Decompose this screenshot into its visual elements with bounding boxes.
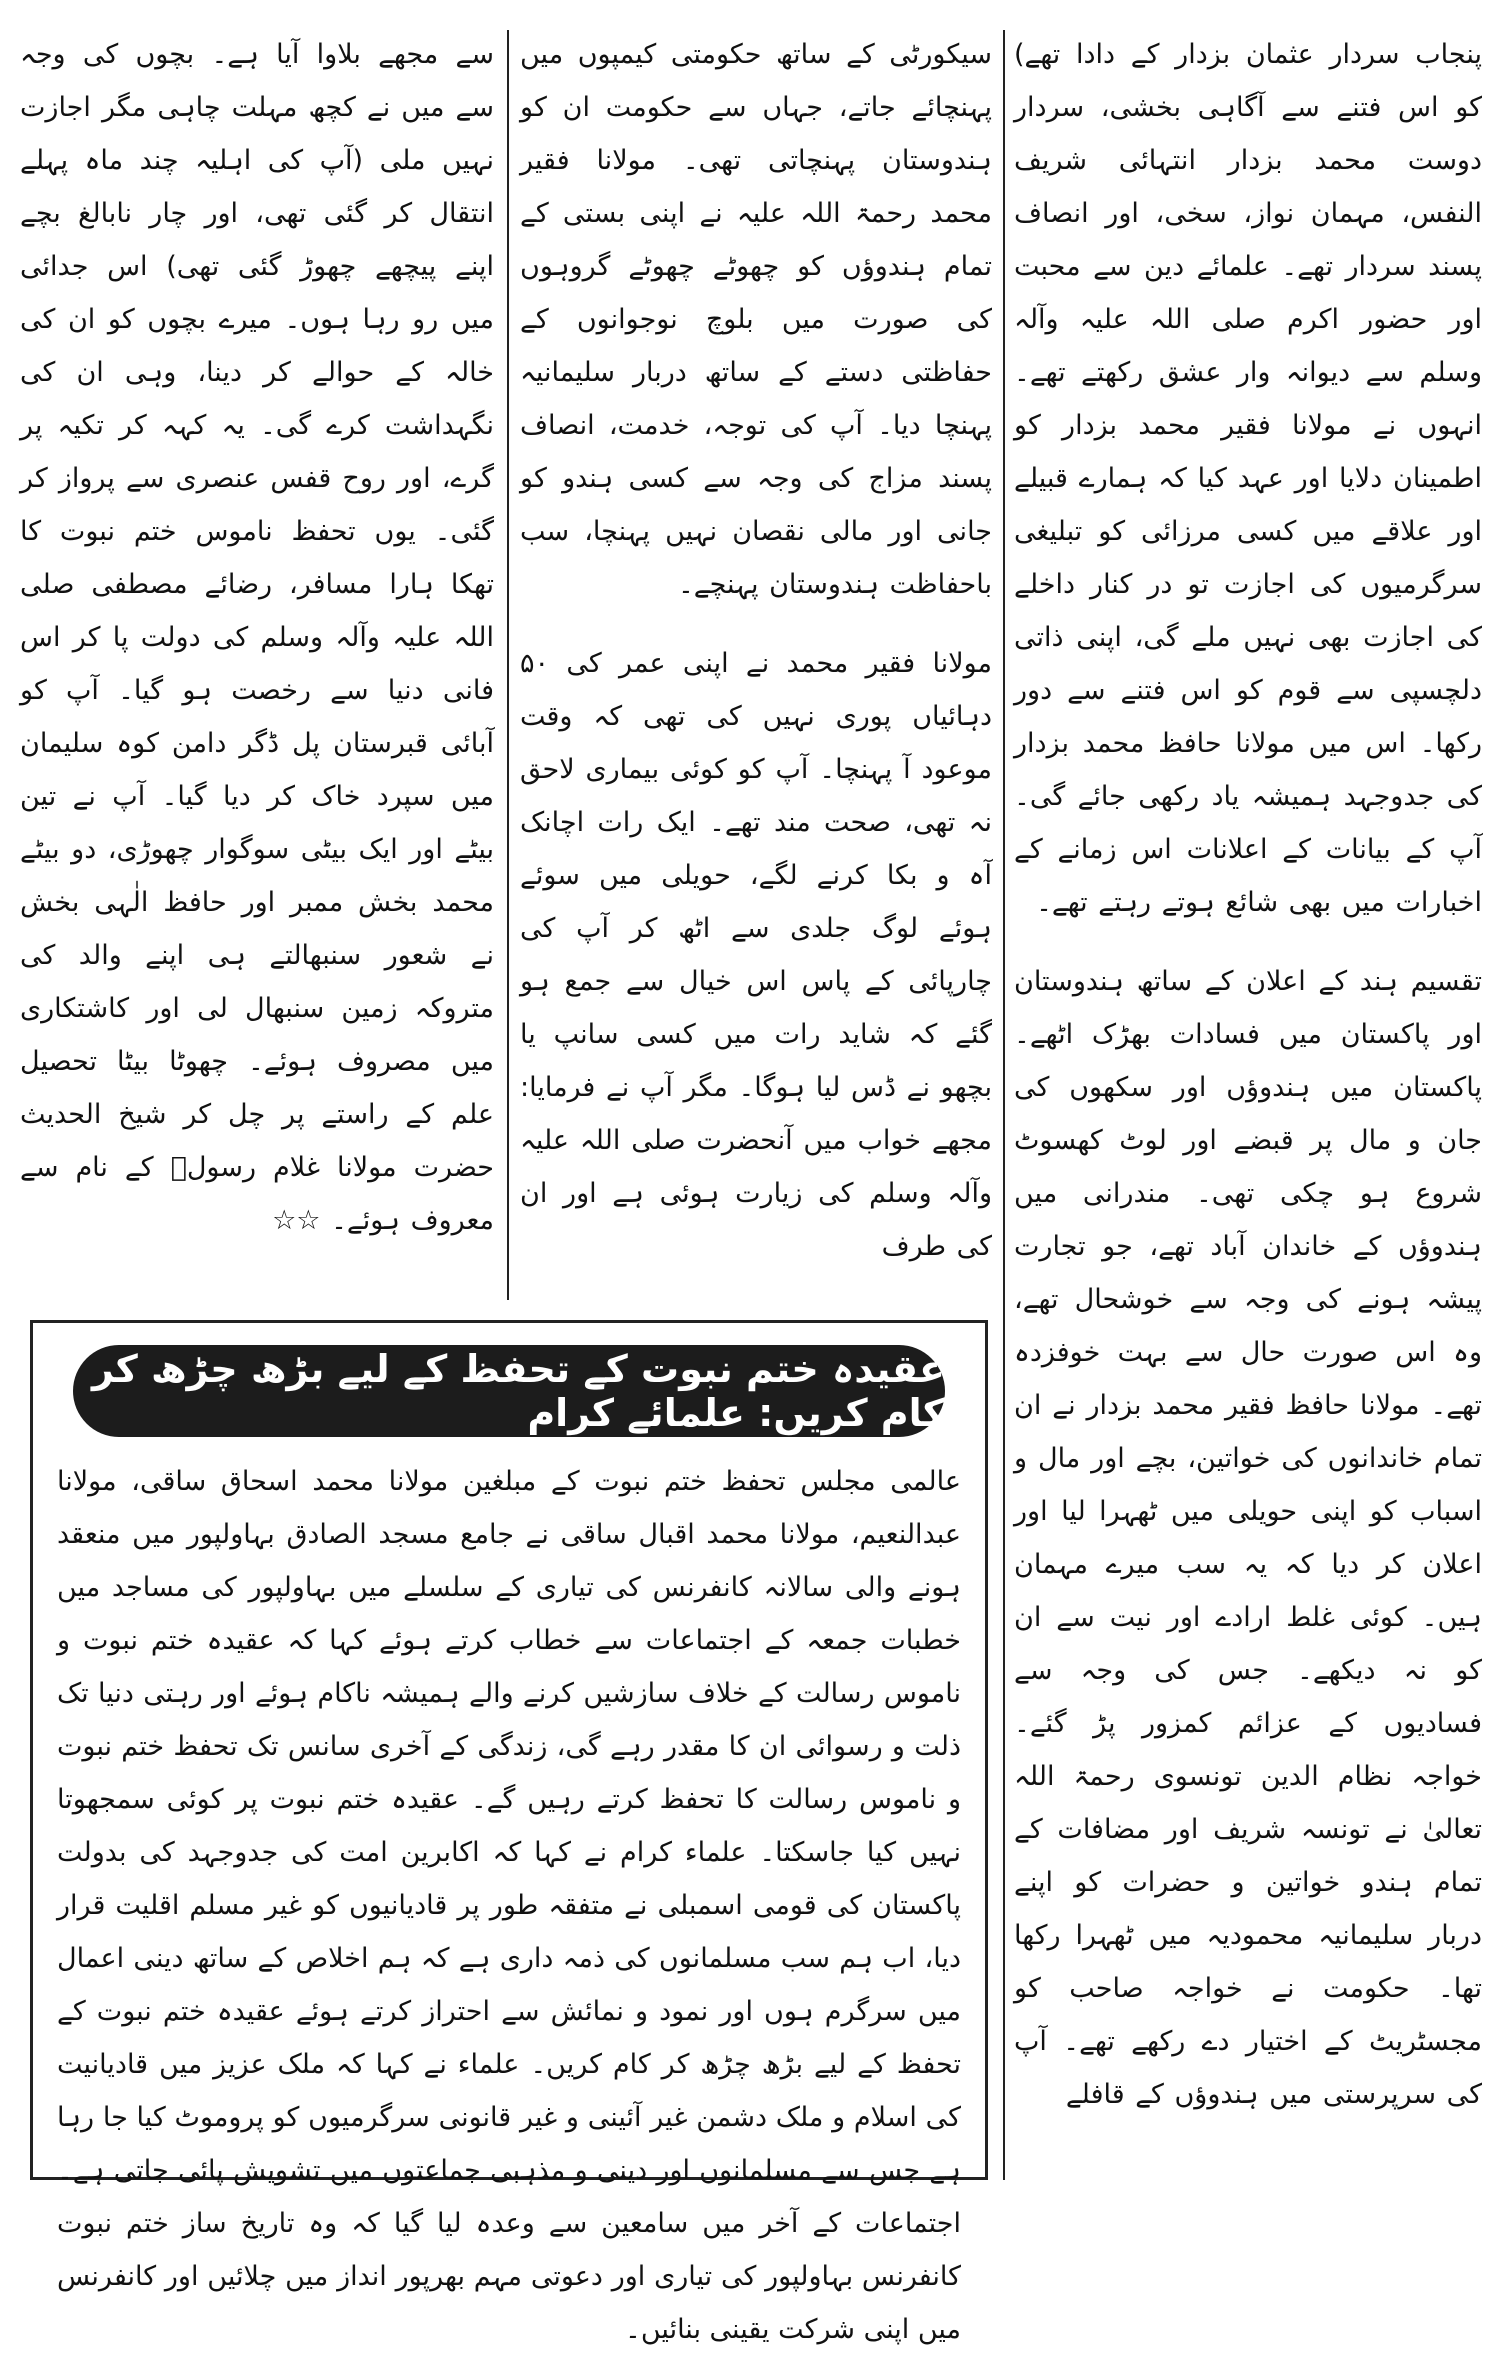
article-paragraph: سیکورٹی کے ساتھ حکومتی کیمپوں میں پہنچائے جاتے، جہاں سے حکومت ان کو ہندوستان پہنچاتی تھی۔ مولانا فقیر محمد رحمۃ اللہ علیہ نے اپنی بستی کے تمام ہندوؤں کو چھوٹے چھوٹے گروہوں کی صورت میں بلوچ نوجوانوں کے حفاظتی دستے کے ساتھ دربار سلیمانیہ پہنچا دیا۔ آپ کی توجہ، خدمت، انصاف پسند مزاج کی وجہ سے کسی ہندو کو جانی اور مالی نقصان نہیں پہنچا، سب باحفاظت ہندوستان پہنچے۔ xyxy=(520,39,992,600)
article-paragraph: سے مجھے بلاوا آیا ہے۔ بچوں کی وجہ سے میں نے کچھ مہلت چاہی مگر اجازت نہیں ملی (آپ کی اہلیہ چند ماہ پہلے انتقال کر گئی تھی، اور چار نابالغ بچے اپنے پیچھے چھوڑ گئی تھی) اس جدائی میں رو رہا ہوں۔ میرے بچوں کو ان کی خالہ کے حوالے کر دینا، وہی ان کی نگہداشت کرے گی۔ یہ کہہ کر تکیہ پر گرے، اور روح قفس عنصری سے پرواز کر گئی۔ یوں تحفظ ناموس ختم نبوت کا تھکا ہارا مسافر، رضائے مصطفی صلی اللہ علیہ وآلہ وسلم کی دولت پا کر اس فانی دنیا سے رخصت ہو گیا۔ آپ کو آبائی قبرستان پل ڈگر دامن کوہ سلیمان میں سپرد خاک کر دیا گیا۔ آپ نے تین بیٹے اور ایک بیٹی سوگوار چھوڑی، دو بیٹے محمد بخش ممبر اور حافظ الٰہی بخش نے شعور سنبھالتے ہی اپنے والد کی متروکہ زمین سنبھال لی اور کاشتکاری میں مصروف ہوئے۔ چھوٹا بیٹا تحصیل علم کے راستے پر چل کر شیخ الحدیث حضرت مولانا غلام رسولؒ کے نام سے معروف ہوئے۔ ☆☆ xyxy=(20,39,494,1236)
news-box-body xyxy=(57,1455,961,2356)
article-column-right xyxy=(1014,28,1482,2121)
article-paragraph: تقسیم ہند کے اعلان کے ساتھ ہندوستان اور پاکستان میں فسادات بھڑک اٹھے۔ پاکستان میں ہندوؤں اور سکھوں کی جان و مال پر قبضے اور لوٹ کھسوٹ شروع ہو چکی تھی۔ مندرانی میں ہندوؤں کے خاندان آباد تھے، جو تجارت پیشہ ہونے کی وجہ سے خوشحال تھے، وہ اس صورت حال سے بہت خوفزدہ تھے۔ مولانا حافظ فقیر محمد بزدار نے ان تمام خاندانوں کی خواتین، بچے اور مال و اسباب کو اپنی حویلی میں ٹھہرا لیا اور اعلان کر دیا کہ یہ سب میرے مہمان ہیں۔ کوئی غلط ارادے اور نیت سے ان کو نہ دیکھے۔ جس کی وجہ سے فسادیوں کے عزائم کمزور پڑ گئے۔ خواجہ نظام الدین تونسوی رحمۃ اللہ تعالیٰ نے تونسہ شریف اور مضافات کے تمام ہندو خواتین و حضرات کو اپنے دربار سلیمانیہ محمودیہ میں ٹھہرا رکھا تھا۔ حکومت نے خواجہ صاحب کو مجسٹریٹ کے اختیار دے رکھے تھے۔ آپ کی سرپرستی میں ہندوؤں کے قافلے xyxy=(1014,966,1482,2110)
column-divider xyxy=(507,30,509,1300)
news-box-paragraph: عالمی مجلس تحفظ ختم نبوت کے مبلغین مولانا محمد اسحاق ساقی، مولانا عبدالنعیم، مولانا محمد اقبال ساقی نے جامع مسجد الصادق بہاولپور میں منعقد ہونے والی سالانہ کانفرنس کی تیاری کے سلسلے میں بہاولپور کی مساجد میں خطبات جمعہ کے اجتماعات سے خطاب کرتے ہوئے کہا کہ عقیدہ ختم نبوت و ناموس رسالت کے خلاف سازشیں کرنے والے ہمیشہ ناکام ہوئے اور رہتی دنیا تک ذلت و رسوائی ان کا مقدر رہے گی، زندگی کے آخری سانس تک تحفظ ختم نبوت و ناموس رسالت کا تحفظ کرتے رہیں گے۔ عقیدہ ختم نبوت پر کوئی سمجھوتا نہیں کیا جاسکتا۔ علماء کرام نے کہا کہ اکابرین امت کی جدوجہد کی بدولت پاکستان کی قومی اسمبلی نے متفقہ طور پر قادیانیوں کو غیر مسلم اقلیت قرار دیا، اب ہم سب مسلمانوں کی ذمہ داری ہے کہ ہم اخلاص کے ساتھ دینی اعمال میں سرگرم ہوں اور نمود و نمائش سے احتراز کرتے ہوئے عقیدہ ختم نبوت کے تحفظ کے لیے بڑھ چڑھ کر کام کریں۔ علماء نے کہا کہ ملک عزیز میں قادیانیت کی اسلام و ملک دشمن غیر آئینی و غیر قانونی سرگرمیوں کو پروموٹ کیا جا رہا ہے جس سے مسلمانوں اور دینی و مذہبی جماعتوں میں تشویش پائی جاتی ہے۔ اجتماعات کے آخر میں سامعین سے وعدہ لیا گیا کہ وہ تاریخ ساز ختم نبوت کانفرنس بہاولپور کی تیاری اور دعوتی مہم بھرپور انداز میں چلائیں اور کانفرنس میں اپنی شرکت یقینی بنائیں۔ xyxy=(57,1466,961,2345)
article-column-middle xyxy=(520,28,992,1273)
news-box xyxy=(30,1320,988,2345)
column-divider xyxy=(1003,30,1005,2180)
news-box-headline: عقیدہ ختم نبوت کے تحفظ کے لیے بڑھ چڑھ کر کام کریں: علمائے کرام xyxy=(73,1345,945,1437)
article-paragraph: مولانا فقیر محمد نے اپنی عمر کی ۵۰ دہائیاں پوری نہیں کی تھی کہ وقت موعود آ پہنچا۔ آپ کو کوئی بیماری لاحق نہ تھی، صحت مند تھے۔ ایک رات اچانک آہ و بکا کرنے لگے، حویلی میں سوئے ہوئے لوگ جلدی سے اٹھ کر آپ کی چارپائی کے پاس اس خیال سے جمع ہو گئے کہ شاید رات میں کسی سانپ یا بچھو نے ڈس لیا ہوگا۔ مگر آپ نے فرمایا: مجھے خواب میں آنحضرت صلی اللہ علیہ وآلہ وسلم کی زیارت ہوئی ہے اور ان کی طرف xyxy=(520,648,992,1262)
article-column-left xyxy=(20,28,494,1247)
article-paragraph: پنجاب سردار عثمان بزدار کے دادا تھے) کو اس فتنے سے آگاہی بخشی، سردار دوست محمد بزدار انتہائی شریف النفس، مہمان نواز، سخی، اور انصاف پسند سردار تھے۔ علمائے دین سے محبت اور حضور اکرم صلی اللہ علیہ وآلہ وسلم سے دیوانہ وار عشق رکھتے تھے۔ انہوں نے مولانا فقیر محمد بزدار کو اطمینان دلایا اور عہد کیا کہ ہمارے قبیلے اور علاقے میں کسی مرزائی کو تبلیغی سرگرمیوں کی اجازت تو در کنار داخلے کی اجازت بھی نہیں ملے گی، اپنی ذاتی دلچسپی سے قوم کو اس فتنے سے دور رکھا۔ اس میں مولانا حافظ محمد بزدار کی جدوجہد ہمیشہ یاد رکھی جائے گی۔ آپ کے بیانات کے اعلانات اس زمانے کے اخبارات میں بھی شائع ہوتے رہتے تھے۔ xyxy=(1014,39,1482,918)
